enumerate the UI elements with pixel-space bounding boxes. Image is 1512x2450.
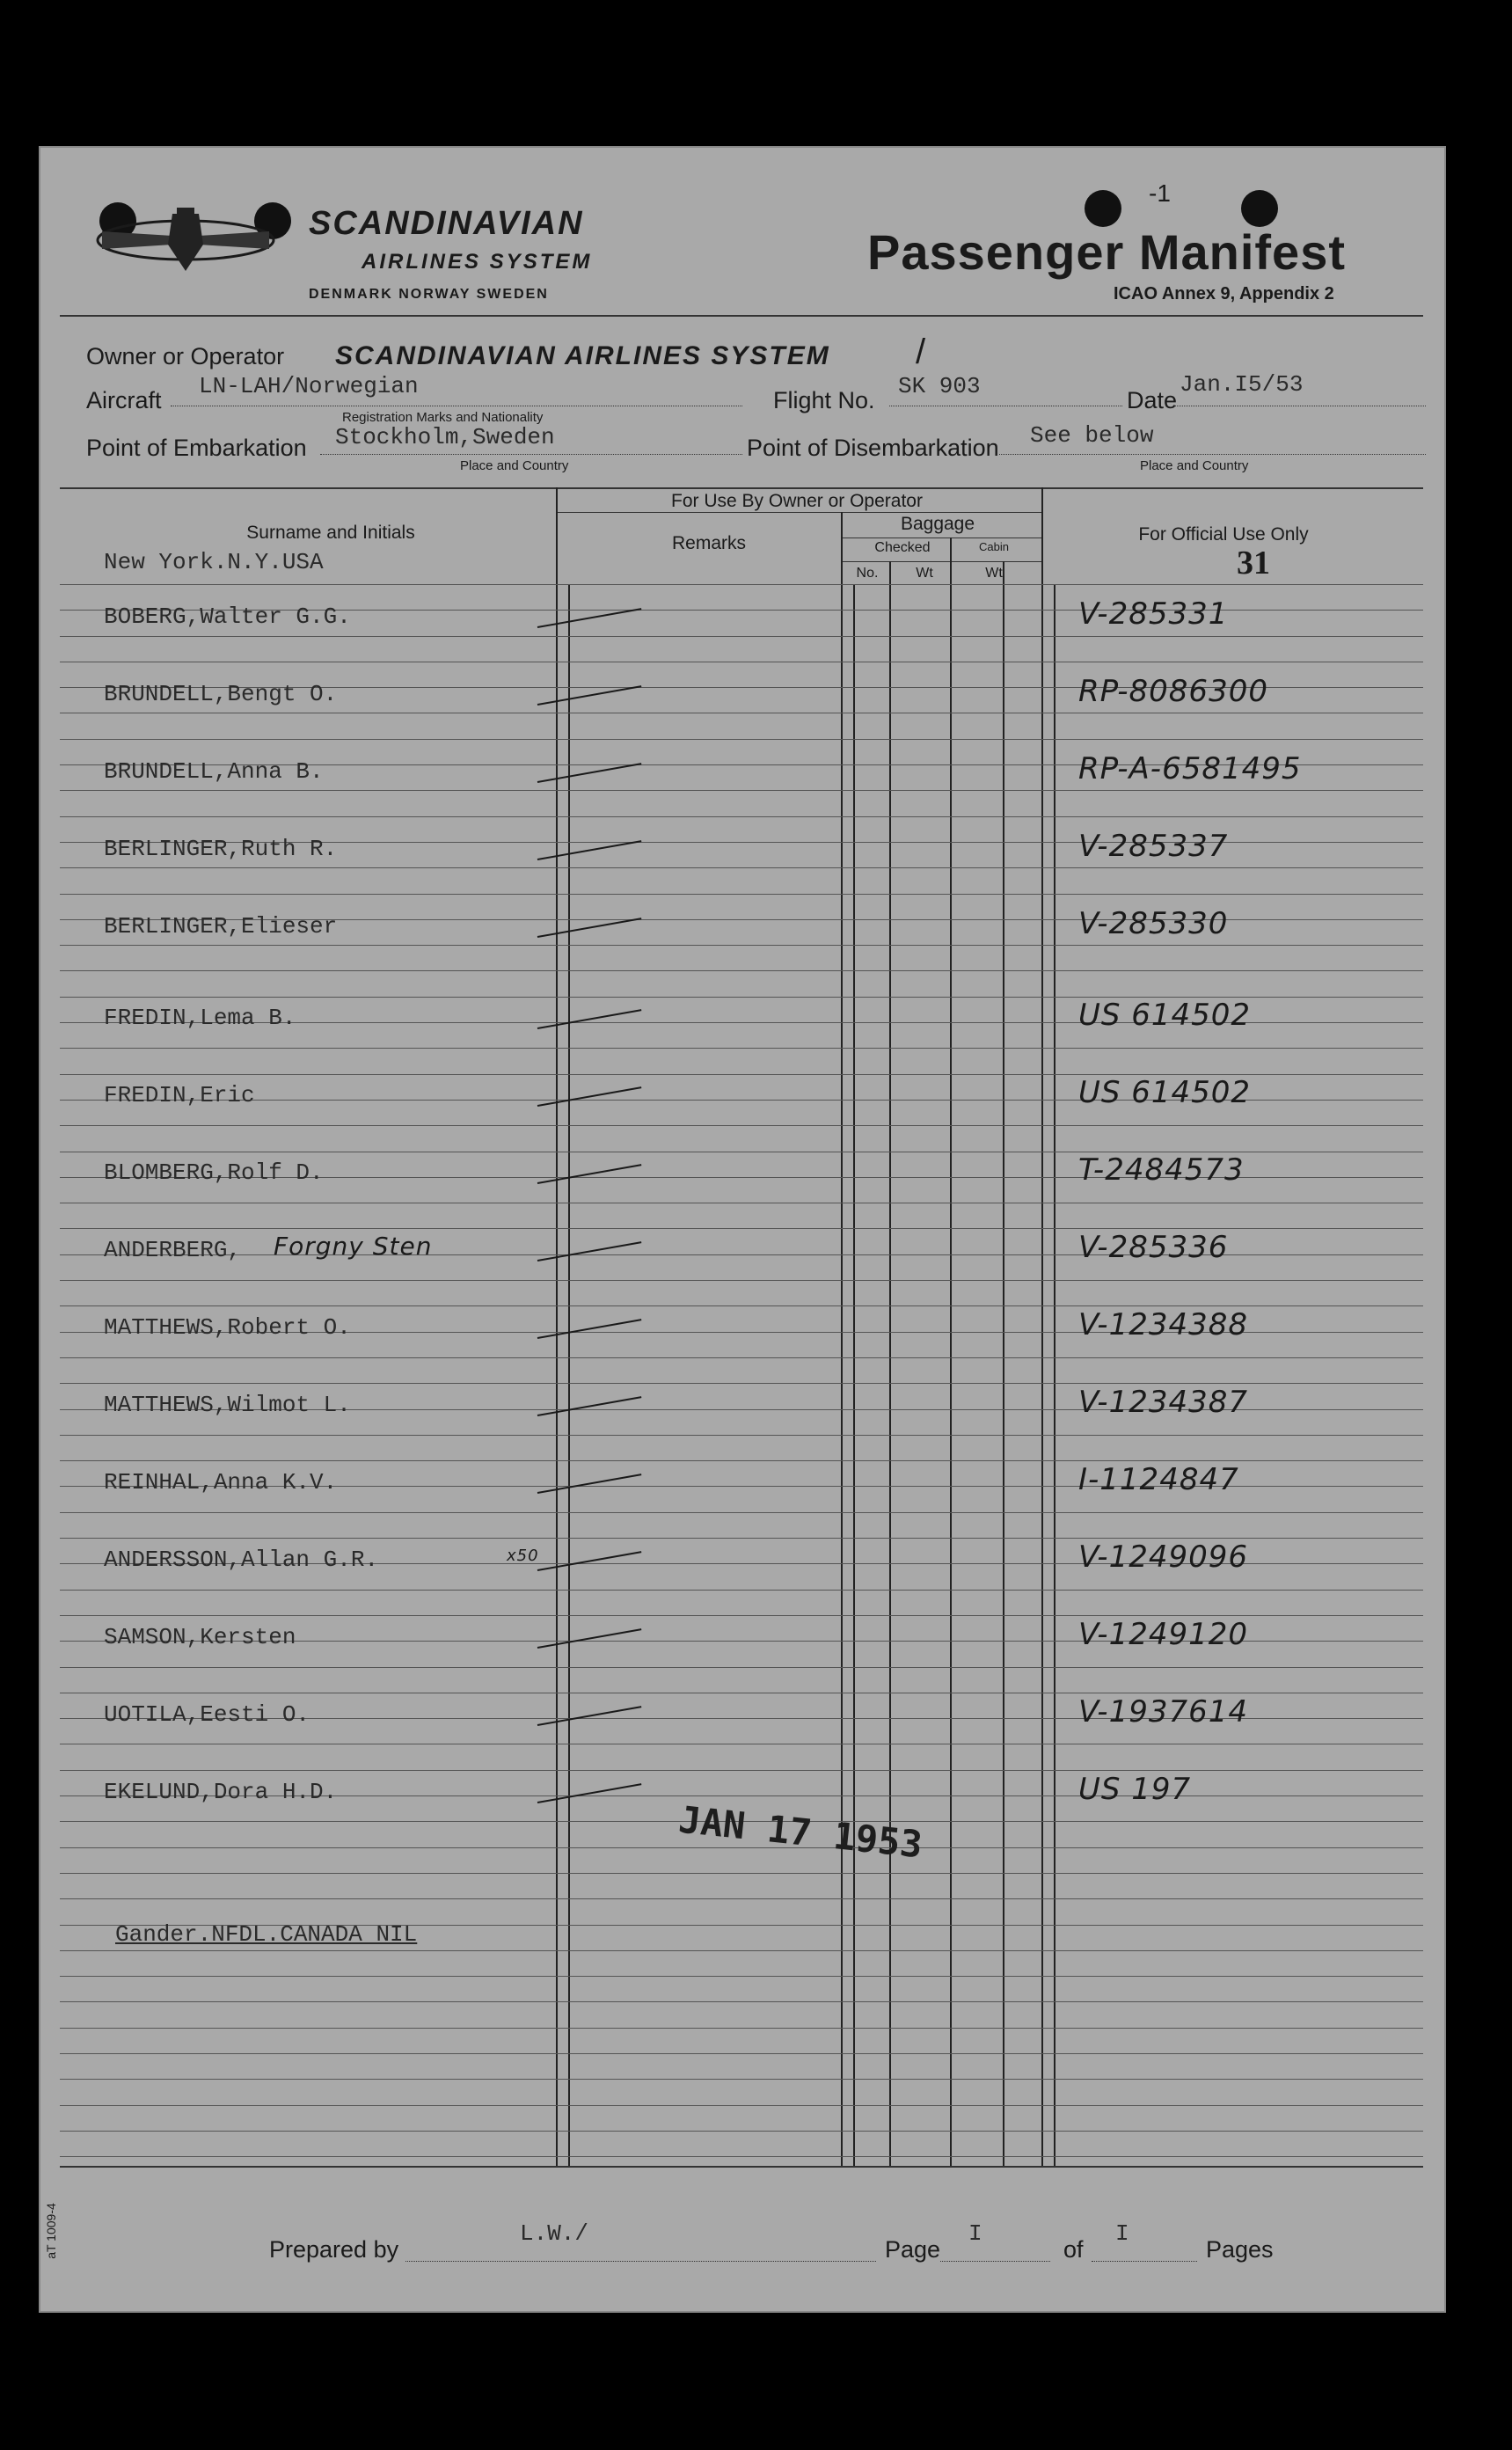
passenger-name: MATTHEWS,Wilmot L. — [104, 1392, 351, 1418]
table-row — [40, 751, 1444, 802]
flight-value: SK 903 — [898, 373, 981, 399]
passenger-name: BLOMBERG,Rolf D. — [104, 1159, 324, 1186]
check-mark-icon — [537, 1319, 642, 1339]
date-value: Jan.I5/53 — [1180, 371, 1304, 398]
passport-number: V-1937614 — [1078, 1694, 1248, 1730]
owner-value: SCANDINAVIAN AIRLINES SYSTEM — [335, 341, 830, 370]
col-cabin-wt-header: Wt — [985, 566, 1003, 581]
ruled-line — [60, 1873, 1423, 1874]
embarkation-caption: Place and Country — [460, 458, 569, 473]
table-row — [40, 596, 1444, 647]
col-baggage-header: Baggage — [900, 514, 975, 534]
table-row — [40, 1385, 1444, 1436]
table-top-rule — [60, 487, 1423, 489]
col-checked-header: Checked — [874, 540, 931, 555]
sas-wings-logo-icon — [89, 192, 344, 289]
ruled-line — [60, 2131, 1423, 2132]
passport-number: V-285336 — [1078, 1230, 1229, 1265]
check-mark-icon — [537, 1706, 642, 1726]
ruled-line — [60, 1615, 1423, 1616]
ruled-line — [60, 739, 1423, 740]
document-title: Passenger Manifest — [867, 224, 1346, 280]
col-remarks-header: Remarks — [671, 533, 746, 553]
passenger-name: FREDIN,Eric — [104, 1082, 255, 1108]
ruled-line — [60, 1976, 1423, 1977]
destination-value: New York.N.Y.USA — [104, 549, 324, 575]
ruled-line — [60, 970, 1423, 971]
passenger-name: BRUNDELL,Bengt O. — [104, 681, 338, 707]
pages-label: Pages — [1206, 2236, 1274, 2263]
ruled-line — [60, 1228, 1423, 1229]
passport-number: RP-8086300 — [1078, 674, 1268, 709]
ruled-line — [60, 1538, 1423, 1539]
table-row — [40, 1230, 1444, 1281]
embarkation-value: Stockholm,Sweden — [335, 424, 555, 450]
check-mark-icon — [537, 1241, 642, 1262]
passenger-name: BERLINGER,Elieser — [104, 913, 338, 940]
table-row — [40, 1462, 1444, 1513]
table-row — [40, 1539, 1444, 1591]
aircraft-value: LN-LAH/Norwegian — [199, 373, 419, 399]
embarkation-label: Point of Embarkation — [86, 435, 307, 461]
passport-number: US 614502 — [1078, 1075, 1252, 1110]
check-mark-icon — [537, 608, 642, 628]
check-mark-icon — [537, 763, 642, 783]
table-row — [40, 1075, 1444, 1126]
check-mark-icon — [537, 918, 642, 938]
date-label: Date — [1127, 387, 1178, 413]
ruled-line — [60, 1898, 1423, 1899]
ruled-line — [60, 1770, 1423, 1771]
date-stamp: JAN 17 1953 — [676, 1797, 924, 1867]
passenger-name: ANDERBERG, — [104, 1237, 242, 1263]
table-row — [40, 1307, 1444, 1358]
form-number: aT 1009-4 — [43, 2203, 58, 2259]
ruled-line — [60, 1460, 1423, 1461]
passenger-name: BERLINGER,Ruth R. — [104, 836, 338, 862]
corner-mark: -1 — [1149, 179, 1171, 207]
passenger-name: BOBERG,Walter G.G. — [104, 603, 351, 630]
ruled-line — [60, 2156, 1423, 2157]
check-mark-icon — [537, 1628, 642, 1649]
prepared-by-value: L.W./ — [520, 2220, 589, 2247]
passenger-name: ANDERSSON,Allan G.R. — [104, 1547, 379, 1573]
disembarkation-value: See below — [1030, 422, 1154, 449]
passenger-name: MATTHEWS,Robert O. — [104, 1314, 351, 1341]
table-row — [40, 1152, 1444, 1203]
passport-number: I-1124847 — [1078, 1462, 1239, 1497]
official-count: 31 — [1237, 545, 1270, 581]
airline-subtitle: AIRLINES SYSTEM — [362, 250, 593, 274]
passenger-name: REINHAL,Anna K.V. — [104, 1469, 338, 1496]
check-mark-icon — [537, 1396, 642, 1416]
handwritten-mark: x50 — [507, 1547, 539, 1565]
table-row — [40, 998, 1444, 1049]
passport-number: V-1249096 — [1078, 1539, 1248, 1575]
table-row — [40, 829, 1444, 880]
page-label: Page — [885, 2236, 941, 2263]
document-subtitle: ICAO Annex 9, Appendix 2 — [1114, 284, 1334, 304]
passenger-name: SAMSON,Kersten — [104, 1624, 296, 1650]
aircraft-label: Aircraft — [86, 387, 162, 413]
manifest-sheet — [39, 146, 1446, 2313]
check-mark-icon — [537, 1164, 642, 1184]
aircraft-caption: Registration Marks and Nationality — [342, 410, 544, 425]
col-cabin-header: Cabin — [979, 540, 1009, 553]
ruled-line — [60, 1305, 1423, 1306]
of-value: I — [1115, 2220, 1129, 2247]
airline-countries: DENMARK NORWAY SWEDEN — [309, 287, 549, 302]
of-label: of — [1063, 2236, 1084, 2263]
disembarkation-label: Point of Disembarkation — [747, 435, 999, 461]
check-mark-icon — [537, 1474, 642, 1494]
passport-number: V-1234387 — [1078, 1385, 1248, 1420]
table-row — [40, 1617, 1444, 1668]
airline-name: SCANDINAVIAN — [309, 205, 584, 242]
handwritten-name-correction: Forgny Sten — [274, 1232, 433, 1261]
table-row — [40, 674, 1444, 725]
passport-number: V-285331 — [1078, 596, 1229, 632]
col-name-header: Surname and Initials — [246, 523, 415, 543]
table-row — [40, 1694, 1444, 1745]
passport-number: V-285330 — [1078, 906, 1229, 941]
ruled-line — [60, 584, 1423, 585]
passport-number: US 197 — [1078, 1772, 1192, 1807]
check-mark-icon — [537, 840, 642, 860]
col-operator-header: For Use By Owner or Operator — [671, 491, 923, 511]
check-mark-icon — [537, 685, 642, 706]
owner-label: Owner or Operator — [86, 343, 285, 369]
punch-hole — [1241, 190, 1278, 227]
col-official-header: For Official Use Only — [1138, 524, 1309, 545]
ruled-line — [60, 2001, 1423, 2002]
ruled-line — [60, 1950, 1423, 1951]
disembarkation-caption: Place and Country — [1140, 458, 1249, 473]
check-mark-icon — [537, 1783, 642, 1803]
page-value: I — [968, 2220, 982, 2247]
passport-number: US 614502 — [1078, 998, 1252, 1033]
punch-hole — [1085, 190, 1121, 227]
check-mark-icon — [537, 1086, 642, 1107]
passenger-name: BRUNDELL,Anna B. — [104, 758, 324, 785]
passenger-name: EKELUND,Dora H.D. — [104, 1779, 338, 1805]
col-wt-header: Wt — [916, 566, 933, 581]
passenger-name: FREDIN,Lema B. — [104, 1005, 296, 1031]
ruled-line — [60, 2053, 1423, 2054]
handwritten-slash: / — [916, 333, 926, 371]
check-mark-icon — [537, 1009, 642, 1029]
passport-number: RP-A-6581495 — [1078, 751, 1302, 786]
table-row — [40, 906, 1444, 957]
ruled-line — [60, 2105, 1423, 2106]
ruled-line — [60, 894, 1423, 895]
ruled-line — [60, 1383, 1423, 1384]
passport-number: V-1234388 — [1078, 1307, 1248, 1342]
col-no-header: No. — [856, 566, 879, 581]
passport-number: V-1249120 — [1078, 1617, 1248, 1652]
ruled-line — [60, 816, 1423, 817]
passport-number: V-285337 — [1078, 829, 1229, 864]
ruled-line — [60, 2028, 1423, 2029]
check-mark-icon — [537, 1551, 642, 1571]
prepared-by-label: Prepared by — [269, 2236, 399, 2263]
passport-number: T-2484573 — [1078, 1152, 1245, 1188]
passenger-name: UOTILA,Eesti O. — [104, 1701, 310, 1728]
footer-row-gander: Gander.NFDL.CANADA NIL — [115, 1921, 418, 1948]
flight-label: Flight No. — [773, 387, 875, 413]
ruled-line — [60, 2079, 1423, 2080]
table-bottom-rule — [60, 2166, 1423, 2168]
header-rule — [60, 315, 1423, 317]
